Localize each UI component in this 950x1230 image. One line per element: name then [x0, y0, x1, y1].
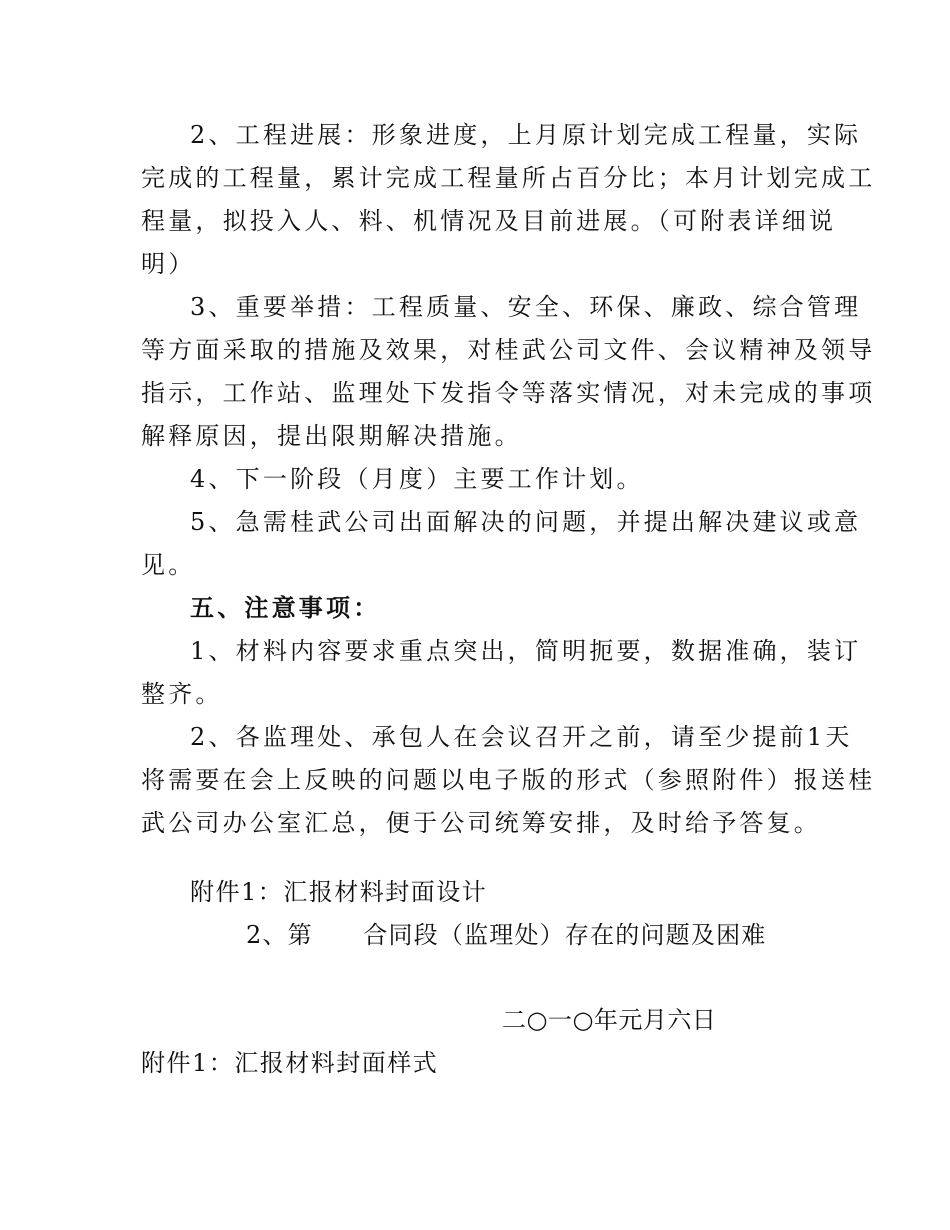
item-4-line-1: 4、下一阶段（月度）主要工作计划。	[190, 465, 644, 493]
section-heading-notes: 五、注意事项：	[190, 593, 381, 622]
item-2-line-2: 完成的工程量，累计完成工程量所占百分比；本月计划完成工	[141, 164, 876, 192]
item-2-line-3: 程量，拟投入人、料、机情况及目前进展。（可附表详细说	[141, 207, 837, 235]
attachment-item-2: 2、第 合同段（监理处）存在的问题及困难	[246, 921, 767, 949]
item-3-line-2: 等方面采取的措施及效果，对桂武公司文件、会议精神及领导	[141, 336, 876, 364]
item-2-line-1: 2、工程进展：形象进度，上月原计划完成工程量，实际	[190, 121, 862, 149]
attachment-design-label: 附件1：汇报材料封面设计	[190, 878, 488, 906]
note-1-line-2: 整齐。	[141, 680, 223, 708]
item-3-line-4: 解释原因，提出限期解决措施。	[141, 422, 522, 450]
note-1-line-1: 1、材料内容要求重点突出，简明扼要，数据准确，装订	[190, 637, 862, 665]
note-2-line-2: 将需要在会上反映的问题以电子版的形式（参照附件）报送桂	[141, 766, 876, 794]
item-5-line-1: 5、急需桂武公司出面解决的问题，并提出解决建议或意	[190, 508, 862, 536]
item-3-line-3: 指示，工作站、监理处下发指令等落实情况，对未完成的事项	[141, 379, 876, 407]
note-2-line-3: 武公司办公室汇总，便于公司统筹安排，及时给予答复。	[141, 809, 821, 837]
note-2-line-1: 2、各监理处、承包人在会议召开之前，请至少提前1天	[190, 723, 853, 751]
item-2-line-4: 明）	[141, 250, 196, 278]
item-3-line-1: 3、重要举措：工程质量、安全、环保、廉政、综合管理	[190, 293, 862, 321]
item-5-line-2: 见。	[141, 551, 196, 579]
document-date: 二○一○年元月六日	[502, 1006, 717, 1034]
attachment-sample-label: 附件1：汇报材料封面样式	[141, 1049, 439, 1077]
